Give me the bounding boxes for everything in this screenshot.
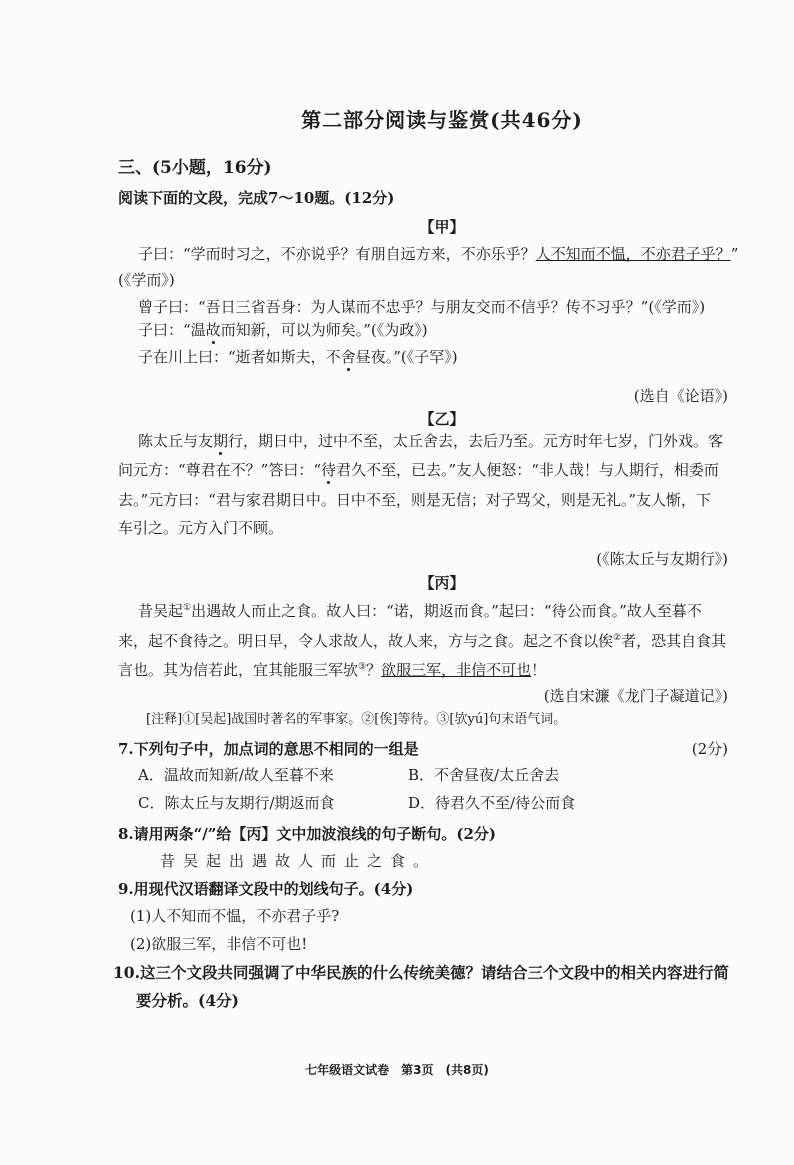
question-10-line-1: 10.这三个文段共同强调了中华民族的什么传统美德？请结合三个文段中的相关内容进行简: [113, 963, 729, 982]
question-9-sentence-1: (1)人不知而不愠，不亦君子乎?: [130, 907, 340, 925]
bing-underlined-sentence: 欲服三军，非信不可也: [381, 661, 532, 679]
question-7-option-a: A．温故而知新/故人至暮不来: [138, 766, 334, 784]
dotted-word-gu: 故: [205, 321, 221, 339]
yi-heading: 【乙】: [419, 410, 465, 428]
page-footer: 七年级语文试卷 第3页 (共8页): [305, 1063, 489, 1077]
question-7-option-d: D．待君久不至/待公而食: [408, 794, 576, 812]
question-7-option-b: B．不舍昼夜/太丘舍去: [408, 766, 560, 784]
jia-line-2: (《学而》): [118, 271, 175, 289]
bing-line-1: 昔吴起①出遇故人而止之食。故人曰：“诺，期返而食。”起曰：“待公而食。”故人至暮不: [138, 602, 702, 620]
bing-line-3: 言也。其为信若此，宜其能服三军欤③？欲服三军，非信不可也！: [118, 661, 547, 679]
dotted-word-qi: 期: [213, 432, 229, 450]
question-7-stem: 7.下列句子中，加点词的意思不相同的一组是: [118, 740, 419, 758]
section-heading: 三、(5小题，16分): [118, 158, 272, 178]
question-7-score: (2分): [691, 740, 728, 758]
jia-line-1: 子曰：“学而时习之，不亦说乎？有朋自远方来，不亦乐乎？人不知而不愠，不亦君子乎？”: [138, 245, 739, 263]
yi-source: (《陈太丘与友期行》): [596, 550, 728, 568]
bing-heading: 【丙】: [419, 574, 465, 592]
bing-notes: [注释]①[吴起]战国时著名的军事家。②[俟]等待。③[欤yú]句末语气词。: [146, 712, 567, 727]
question-10-line-2: 要分析。(4分): [136, 991, 239, 1010]
jia-heading: 【甲】: [419, 218, 465, 236]
question-7-option-c: C．陈太丘与友期行/期返而食: [138, 794, 335, 812]
yi-line-3: 去。”元方曰：“君与家君期日中。日中不至，则是无信；对子骂父，则是无礼。”友人惭，下: [118, 491, 712, 509]
jia-line-5: 子在川上曰：“逝者如斯夫，不舍昼夜。”(《子罕》): [138, 348, 458, 366]
jia-source: (选自《论语》): [633, 387, 728, 405]
dotted-word-she: 舍: [340, 348, 356, 366]
jia-line-3: 曾子曰：“吾日三省吾身：为人谋而不忠乎？与朋友交而不信乎？传不习乎？”(《学而》): [138, 298, 706, 316]
bing-source: (选自宋濂《龙门子凝道记》): [543, 687, 728, 705]
page-title: 第二部分阅读与鉴赏(共46分): [301, 108, 583, 132]
yi-line-4: 车引之。元方入门不顾。: [118, 519, 284, 537]
question-9-stem: 9.用现代汉语翻译文段中的划线句子。(4分): [118, 880, 414, 898]
jia-underlined-sentence: 人不知而不愠，不亦君子乎？: [535, 245, 731, 263]
question-8-stem: 8.请用两条“/”给【丙】文中加波浪线的句子断句。(2分): [118, 825, 497, 843]
reading-instruction: 阅读下面的文段，完成7～10题。(12分): [118, 189, 395, 207]
question-8-sentence: 昔吴起出遇故人而止之食。: [160, 852, 437, 870]
jia-line-4: 子曰：“温故而知新，可以为师矣。”(《为政》): [138, 321, 428, 339]
yi-line-1: 陈太丘与友期行，期日中，过中不至，太丘舍去，去后乃至。元方时年七岁，门外戏。客: [138, 432, 724, 450]
dotted-word-dai: 待: [321, 461, 337, 479]
question-9-sentence-2: (2)欲服三军，非信不可也!: [130, 935, 308, 953]
yi-line-2: 问元方：“尊君在不？”答曰：“待君久不至，已去。”友人便怒：“非人哉！与人期行，相委而: [118, 461, 719, 479]
bing-line-2: 来，起不食待之。明日早，令人求故人，故人来，方与之食。起之不食以俟②者，恐其自食其: [118, 632, 727, 650]
